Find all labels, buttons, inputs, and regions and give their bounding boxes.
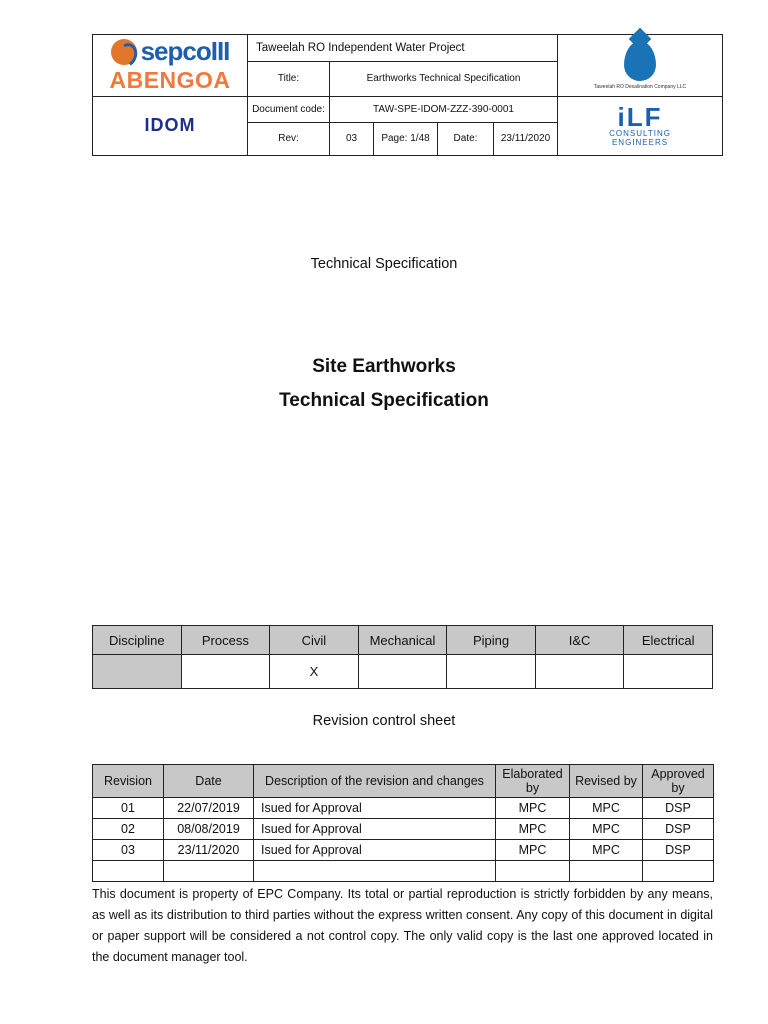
- revision-cell: MPC: [496, 798, 570, 819]
- revision-header: Description of the revision and changes: [254, 765, 496, 798]
- discipline-header: Piping: [447, 626, 536, 655]
- revision-cell: 02: [93, 819, 164, 840]
- revision-header: Approved by: [643, 765, 714, 798]
- table-row: [93, 840, 714, 861]
- discipline-value: [358, 655, 447, 689]
- table-row: [93, 798, 714, 819]
- revision-cell: 03: [93, 840, 164, 861]
- revision-cell: [570, 861, 643, 882]
- revision-cell: MPC: [570, 840, 643, 861]
- revision-header: Revised by: [570, 765, 643, 798]
- revision-cell: [496, 861, 570, 882]
- revision-control-title: Revision control sheet: [312, 713, 456, 729]
- taweelah-logo-cell: [558, 35, 723, 97]
- document-header-table: [92, 34, 723, 156]
- revision-cell: DSP: [643, 798, 714, 819]
- rev-label: Rev:: [248, 122, 330, 155]
- revision-cell: [164, 861, 254, 882]
- date-label: Date:: [438, 122, 494, 155]
- revision-cell: MPC: [496, 819, 570, 840]
- document-subtitle: Technical Specification: [310, 256, 458, 272]
- revision-cell: MPC: [570, 819, 643, 840]
- revision-header: Date: [164, 765, 254, 798]
- discipline-header: Discipline: [93, 626, 182, 655]
- revision-table: [92, 764, 714, 882]
- discipline-table: [92, 625, 713, 689]
- sepco-mark-icon: [111, 39, 137, 65]
- sepco-abengoa-logo-cell: [93, 35, 248, 97]
- discipline-value: [624, 655, 713, 689]
- discipline-value: [93, 655, 182, 689]
- revision-cell: 22/07/2019: [164, 798, 254, 819]
- abengoa-logo: ABENGOA: [109, 67, 231, 94]
- revision-cell: MPC: [570, 798, 643, 819]
- revision-header: Elaborated by: [496, 765, 570, 798]
- page-number: Page: 1/48: [374, 122, 438, 155]
- doc-code-value: TAW-SPE-IDOM-ZZZ-390-0001: [330, 96, 558, 122]
- revision-cell: 08/08/2019: [164, 819, 254, 840]
- discipline-header: I&C: [535, 626, 624, 655]
- discipline-value: [535, 655, 624, 689]
- discipline-header: Civil: [270, 626, 359, 655]
- project-name: Taweelah RO Independent Water Project: [248, 35, 558, 62]
- discipline-value: [447, 655, 536, 689]
- revision-cell: 23/11/2020: [164, 840, 254, 861]
- ilf-logo-cell: [558, 96, 723, 156]
- revision-cell: [254, 861, 496, 882]
- title-label: Title:: [248, 62, 330, 96]
- revision-cell: 01: [93, 798, 164, 819]
- revision-cell: Isued for Approval: [254, 840, 496, 861]
- revision-cell: MPC: [496, 840, 570, 861]
- taweelah-caption: Taweelah RO Desalination Company LLC: [593, 83, 687, 90]
- idom-logo-cell: [93, 96, 248, 156]
- doc-code-label: Document code:: [248, 96, 330, 122]
- date-value: 23/11/2020: [494, 122, 558, 155]
- discipline-header: Mechanical: [358, 626, 447, 655]
- revision-cell: Isued for Approval: [254, 798, 496, 819]
- revision-header: Revision: [93, 765, 164, 798]
- revision-cell: DSP: [643, 840, 714, 861]
- ilf-subtitle-1: CONSULTING: [609, 128, 671, 138]
- discipline-value: X: [270, 655, 359, 689]
- revision-cell: DSP: [643, 819, 714, 840]
- rev-value: 03: [330, 122, 374, 155]
- title-value: Earthworks Technical Specification: [330, 62, 558, 96]
- table-row: [93, 819, 714, 840]
- main-title-line-2: Technical Specification: [279, 390, 489, 411]
- discipline-value: [181, 655, 270, 689]
- idom-logo: IDOM: [144, 115, 196, 136]
- main-title-line-1: Site Earthworks: [312, 356, 456, 377]
- discipline-header: Electrical: [624, 626, 713, 655]
- ilf-logo: iLF: [617, 101, 663, 132]
- discipline-header: Process: [181, 626, 270, 655]
- table-row: [93, 861, 714, 882]
- ilf-subtitle-2: ENGINEERS: [611, 137, 669, 147]
- confidentiality-note: This document is property of EPC Company. Its total or partial reproduction is strictly forbidden by any means, as well as its distribution to third parties without the express written consent. Any copy of this document in digital or paper support will be considered a not control copy. The only valid copy is the last one approved located in the document manager tool.: [92, 887, 713, 964]
- revision-cell: [643, 861, 714, 882]
- revision-cell: Isued for Approval: [254, 819, 496, 840]
- water-drop-icon: [624, 41, 656, 81]
- sepco-logo: sepcoIII: [93, 36, 247, 67]
- revision-cell: [93, 861, 164, 882]
